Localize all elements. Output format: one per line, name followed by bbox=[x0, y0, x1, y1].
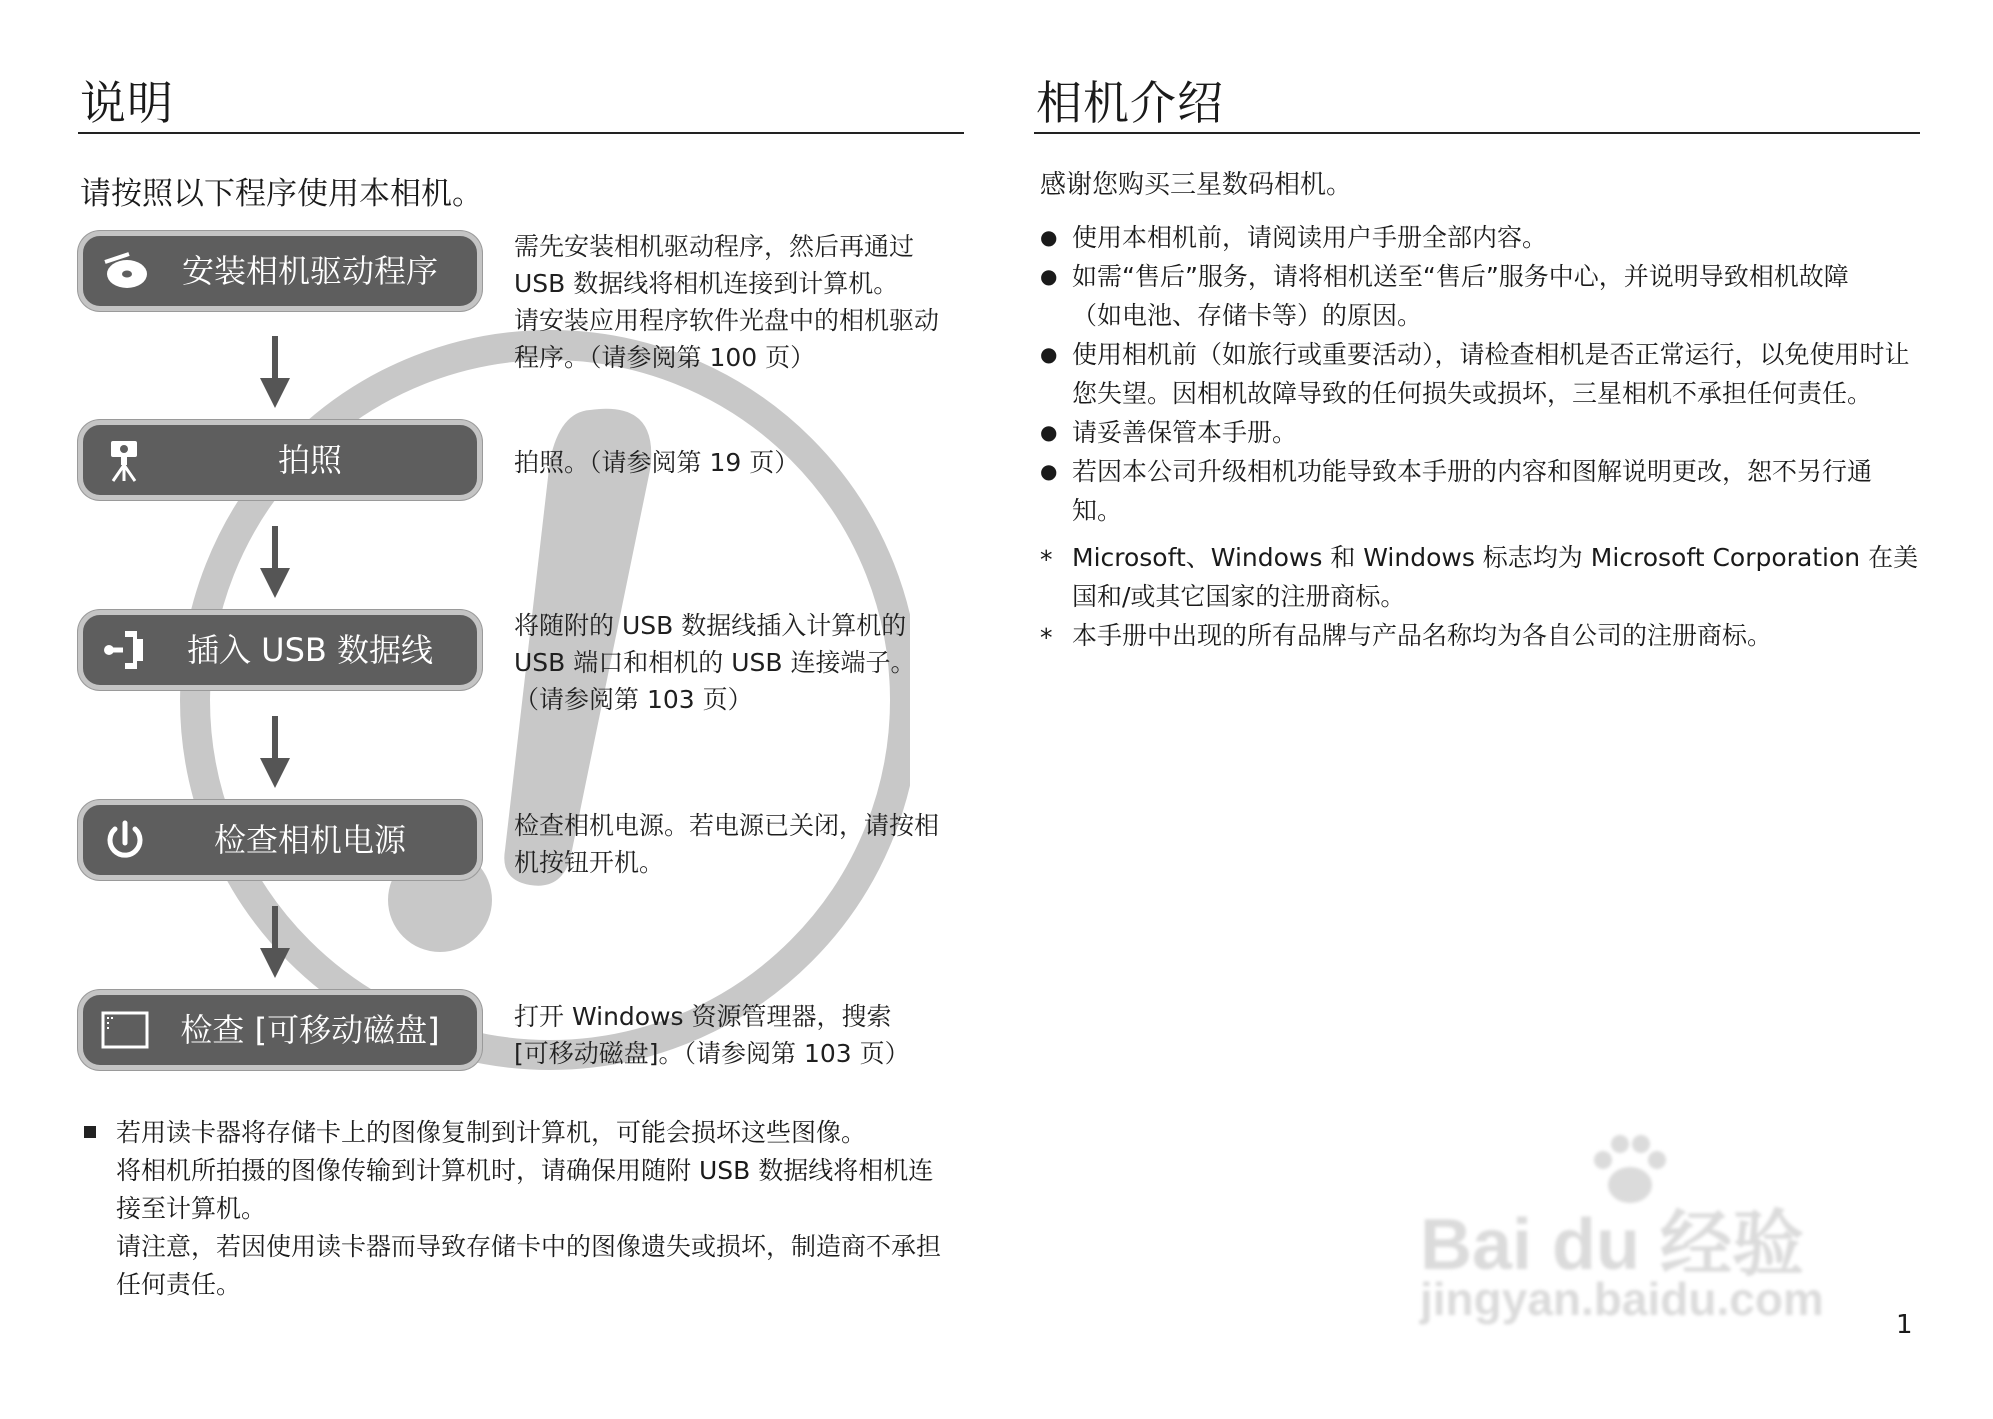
step-description bbox=[514, 607, 944, 718]
down-arrow-icon bbox=[260, 336, 290, 408]
step-install-driver bbox=[78, 231, 482, 311]
watermark-brand: Bai du 经验 bbox=[1420, 1205, 1805, 1285]
list-item bbox=[1040, 257, 1920, 335]
step-description bbox=[514, 444, 944, 481]
list-item bbox=[1040, 452, 1920, 530]
note-line: Microsoft、Windows 和 Windows 标志均为 Microsoft Corporation 在美 bbox=[1072, 543, 1919, 572]
right-title-rule bbox=[1034, 132, 1920, 134]
description-line: 检查相机电源。若电源已关闭，请按相 bbox=[514, 811, 940, 840]
removable-disk-window-icon bbox=[99, 1007, 151, 1053]
watermark-url: jingyan.baidu.com bbox=[1420, 1273, 1824, 1325]
notice-line: 若用读卡器将存储卡上的图像复制到计算机，可能会损坏这些图像。 bbox=[116, 1118, 867, 1147]
description-line: 机按钮开机。 bbox=[514, 848, 665, 877]
step-connect-usb bbox=[78, 610, 482, 690]
step-label: 拍照 bbox=[277, 441, 342, 479]
bullet-line: 若因本公司升级相机功能导致本手册的内容和图解说明更改，恕不另行通知。 bbox=[1072, 457, 1873, 525]
notice-line: 将相机所拍摄的图像传输到计算机时，请确保用随附 USB 数据线将相机连 bbox=[116, 1156, 934, 1185]
description-line: 拍照。（请参阅第 19 页） bbox=[514, 448, 800, 477]
down-arrow-icon bbox=[260, 526, 290, 598]
list-item bbox=[1040, 413, 1920, 452]
step-check-removable-disk bbox=[78, 990, 482, 1070]
description-line: 程序。（请参阅第 100 页） bbox=[514, 343, 816, 372]
step-check-power bbox=[78, 800, 482, 880]
list-item bbox=[1040, 218, 1920, 257]
square-bullet-icon bbox=[84, 1126, 96, 1138]
power-icon bbox=[99, 817, 151, 863]
card-reader-notice bbox=[84, 1114, 954, 1304]
usage-bullet-list bbox=[1040, 218, 1920, 530]
down-arrow-icon bbox=[260, 716, 290, 788]
left-intro-text: 请按照以下程序使用本相机。 bbox=[80, 176, 483, 212]
note-line: 本手册中出现的所有品牌与产品名称均为各自公司的注册商标。 bbox=[1072, 621, 1773, 650]
note-line: 国和/或其它国家的注册商标。 bbox=[1072, 582, 1406, 611]
list-item bbox=[1040, 538, 1920, 616]
description-line: 请安装应用程序软件光盘中的相机驱动 bbox=[514, 306, 940, 335]
notice-line: 任何责任。 bbox=[116, 1270, 242, 1299]
bullet-line: 请妥善保管本手册。 bbox=[1072, 418, 1298, 447]
down-arrow-icon bbox=[260, 906, 290, 978]
notice-line: 接至计算机。 bbox=[116, 1194, 267, 1223]
description-line: 将随附的 USB 数据线插入计算机的 bbox=[514, 611, 907, 640]
cd-disc-icon bbox=[99, 248, 151, 294]
step-label: 检查 [可移动磁盘] bbox=[180, 1011, 440, 1049]
step-description bbox=[514, 998, 944, 1072]
usb-icon bbox=[99, 627, 151, 673]
baidu-watermark bbox=[1420, 1130, 1880, 1330]
left-title-rule bbox=[78, 132, 964, 134]
list-item bbox=[1040, 335, 1920, 413]
bullet-line: （如电池、存储卡等）的原因。 bbox=[1072, 301, 1423, 330]
left-section-title: 说明 bbox=[80, 76, 174, 130]
step-label: 安装相机驱动程序 bbox=[181, 252, 438, 290]
bullet-line: 如需“售后”服务，请将相机送至“售后”服务中心，并说明导致相机故障 bbox=[1072, 262, 1849, 291]
step-description bbox=[514, 228, 944, 376]
notice-line: 请注意，若因使用读卡器而导致存储卡中的图像遗失或损坏，制造商不承担 bbox=[116, 1232, 942, 1261]
step-take-photo bbox=[78, 420, 482, 500]
step-label: 检查相机电源 bbox=[213, 821, 406, 859]
bullet-line: 使用本相机前，请阅读用户手册全部内容。 bbox=[1072, 223, 1548, 252]
step-label: 插入 USB 数据线 bbox=[186, 631, 434, 669]
trademark-notes bbox=[1040, 538, 1920, 655]
camera-tripod-icon bbox=[99, 437, 151, 483]
bullet-line: 您失望。因相机故障导致的任何损失或损坏，三星相机不承担任何责任。 bbox=[1072, 379, 1873, 408]
page-number: 1 bbox=[1896, 1310, 1913, 1340]
list-item bbox=[1040, 616, 1920, 655]
description-line: 需先安装相机驱动程序，然后再通过 bbox=[514, 232, 915, 261]
right-intro-text: 感谢您购买三星数码相机。 bbox=[1040, 170, 1353, 200]
description-line: USB 端口和相机的 USB 连接端子。 bbox=[514, 648, 916, 677]
right-section-title: 相机介绍 bbox=[1036, 76, 1224, 130]
bullet-line: 使用相机前（如旅行或重要活动），请检查相机是否正常运行，以免使用时让 bbox=[1072, 340, 1910, 369]
description-line: 打开 Windows 资源管理器，搜索 bbox=[514, 1002, 892, 1031]
description-line: USB 数据线将相机连接到计算机。 bbox=[514, 269, 899, 298]
step-description bbox=[514, 807, 944, 881]
description-line: [可移动磁盘]。（请参阅第 103 页） bbox=[514, 1039, 910, 1068]
description-line: （请参阅第 103 页） bbox=[514, 685, 753, 714]
